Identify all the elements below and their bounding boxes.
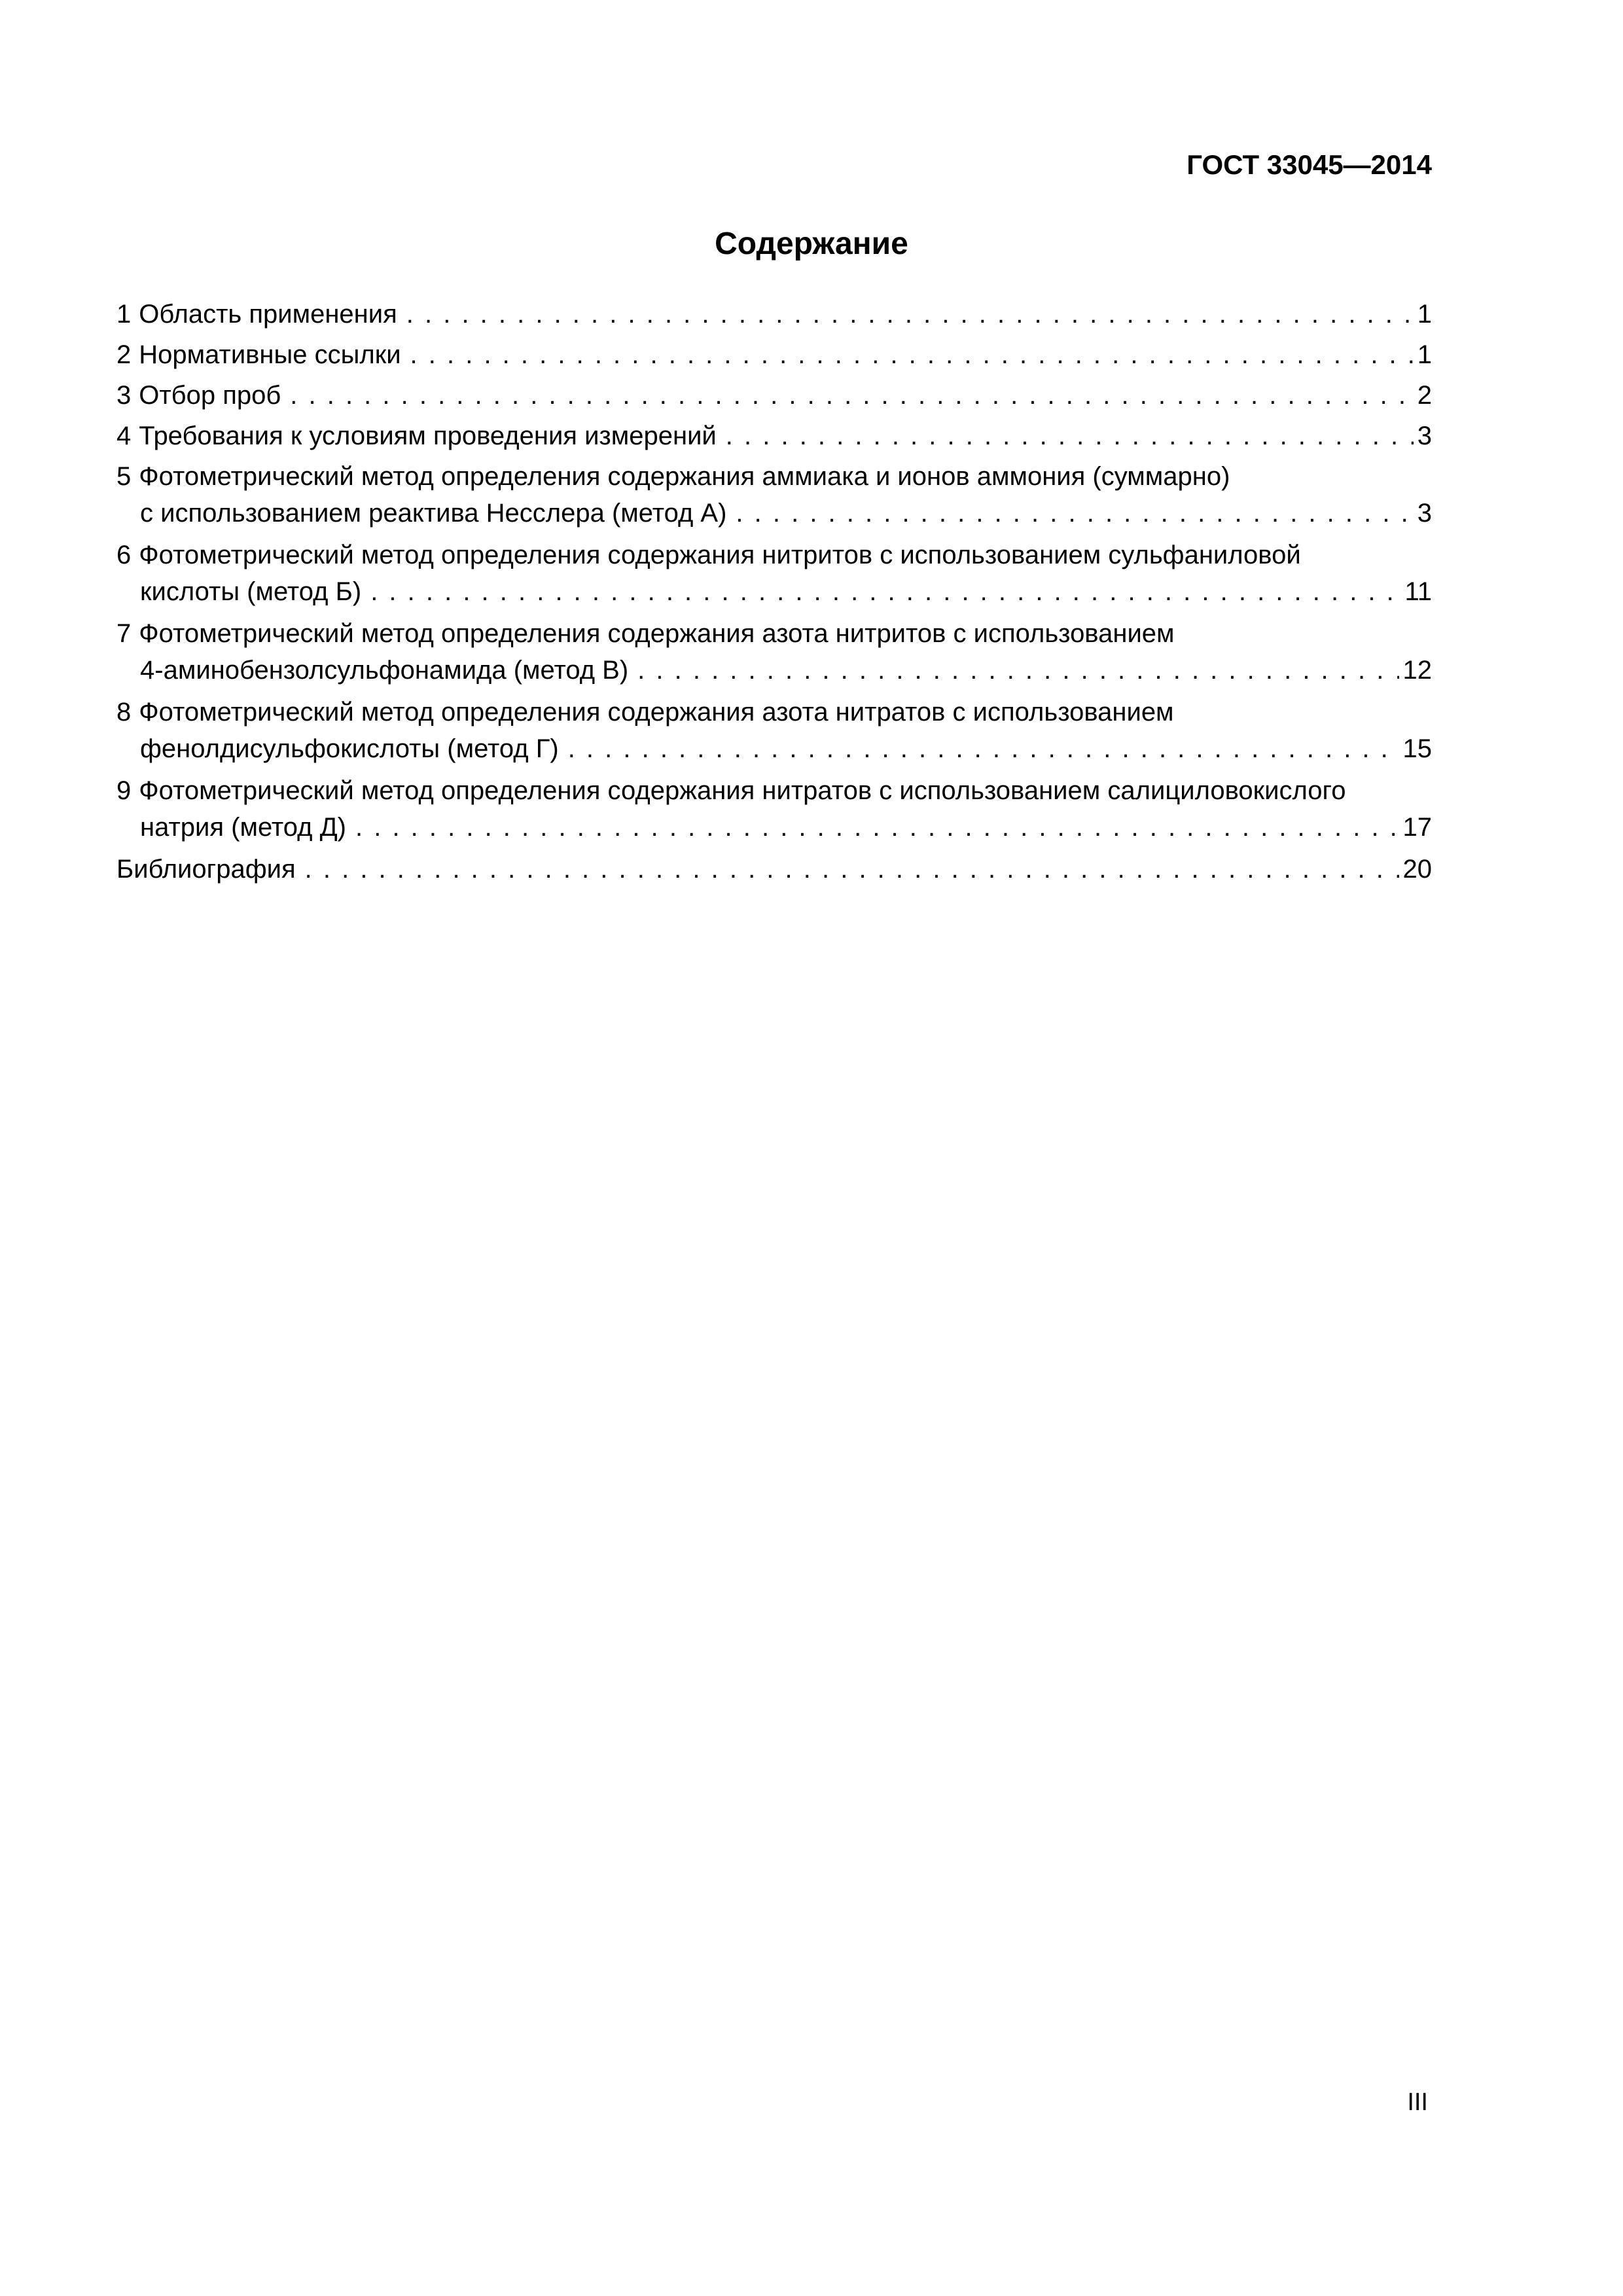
toc-entry-9[interactable]: [116, 772, 1432, 846]
toc-entry-2[interactable]: [116, 336, 1432, 373]
toc-entry-8[interactable]: [116, 694, 1432, 767]
toc-entry-title: Фотометрический метод определения содержания нитритов с использованием сульфаниловой: [139, 541, 1301, 569]
toc-entry-7[interactable]: [116, 615, 1432, 689]
page-number: III: [1407, 2089, 1428, 2116]
toc-entry-page: 12: [1402, 656, 1432, 685]
toc-entry-number: 9: [116, 776, 132, 805]
toc-entry-title: Фотометрический метод определения содержания нитратов с использованием салициловокислого: [139, 776, 1346, 805]
toc-entry-title: Фотометрический метод определения содержания аммиака и ионов аммония (суммарно): [139, 462, 1230, 491]
toc-entry-number: 3: [116, 381, 132, 410]
toc-entry-6[interactable]: [116, 537, 1432, 610]
dot-leader: [305, 851, 1399, 888]
toc-entry-page: 3: [1417, 422, 1432, 450]
toc-entry-title-continued: кислоты (метод Б): [140, 577, 362, 606]
document-code: ГОСТ 33045—2014: [1186, 149, 1432, 180]
toc-entry-3[interactable]: [116, 377, 1432, 414]
toc-entry-title: Нормативные ссылки: [139, 340, 401, 369]
toc-entry-page: 17: [1402, 813, 1432, 842]
toc-entry-number: 4: [116, 422, 132, 450]
toc-entry-title: Фотометрический метод определения содержания азота нитратов с использованием: [139, 698, 1174, 726]
toc-entry-number: 7: [116, 619, 132, 648]
dot-leader: [290, 377, 1413, 414]
toc-entry-page: 1: [1417, 300, 1432, 329]
toc-entry-1[interactable]: [116, 296, 1432, 332]
dot-leader: [410, 336, 1414, 373]
toc-entry-page: 20: [1402, 855, 1432, 884]
dot-leader: [736, 495, 1413, 531]
toc-entry-title-continued: фенолдисульфокислоты (метод Г): [140, 734, 559, 763]
toc-entry-page: 15: [1402, 734, 1432, 763]
toc-entry-title: Отбор проб: [139, 381, 281, 410]
toc-title: Содержание: [715, 226, 908, 261]
toc-entry-title: Область применения: [139, 300, 397, 329]
table-of-contents: [116, 296, 1432, 891]
toc-entry-title-continued: 4-аминобензолсульфонамида (метод В): [140, 656, 629, 685]
dot-leader: [406, 296, 1414, 332]
dot-leader: [355, 809, 1399, 846]
toc-entry-page: 1: [1417, 340, 1432, 369]
toc-entry-title: Библиография: [116, 855, 296, 884]
toc-entry-5[interactable]: [116, 458, 1432, 531]
toc-entry-title-continued: с использованием реактива Несслера (метод А): [140, 499, 727, 528]
toc-entry-page: 11: [1404, 577, 1432, 606]
toc-entry-number: 1: [116, 300, 132, 329]
dot-leader: [568, 730, 1399, 767]
dot-leader: [726, 418, 1414, 454]
dot-leader: [637, 652, 1399, 689]
toc-entry-page: 2: [1417, 381, 1432, 410]
toc-entry-title-continued: натрия (метод Д): [140, 813, 346, 842]
toc-entry-title: Требования к условиям проведения измерений: [139, 422, 717, 450]
toc-entry-number: 8: [116, 698, 132, 726]
toc-entry-number: 5: [116, 462, 132, 491]
toc-entry-number: 6: [116, 541, 132, 569]
toc-entry-number: 2: [116, 340, 132, 369]
dot-leader: [370, 573, 1400, 610]
toc-entry-page: 3: [1417, 499, 1432, 528]
toc-entry-title: Фотометрический метод определения содержания азота нитритов с использованием: [139, 619, 1175, 648]
toc-entry-bibliography[interactable]: [116, 851, 1432, 888]
toc-entry-4[interactable]: [116, 418, 1432, 454]
